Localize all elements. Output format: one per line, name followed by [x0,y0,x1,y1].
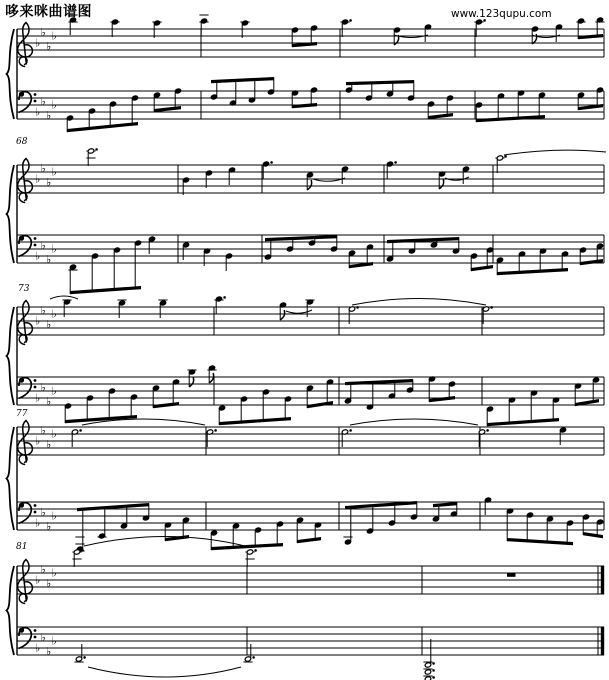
svg-text:♭: ♭ [46,645,52,658]
svg-text:77: 77 [16,409,28,419]
svg-text:♭: ♭ [51,384,57,398]
svg-text:♭: ♭ [40,506,46,519]
svg-text:♭: ♭ [35,172,41,186]
svg-text:68: 68 [16,137,28,147]
svg-text:♭: ♭ [40,631,46,644]
svg-text:♭: ♭ [51,307,57,321]
svg-text:♭: ♭ [51,427,57,441]
svg-text:♭: ♭ [51,634,57,648]
svg-text:♭: ♭ [51,242,57,256]
svg-text:♭: ♭ [51,98,57,112]
svg-text:♭: ♭ [35,249,41,263]
svg-text:81: 81 [16,542,28,552]
svg-text:♭: ♭ [46,395,52,408]
svg-text:♭: ♭ [40,563,46,576]
svg-text:♭: ♭ [46,318,52,331]
svg-text:♭: ♭ [40,162,46,175]
svg-text:♭: ♭ [46,109,52,122]
svg-text:♭: ♭ [35,573,41,587]
svg-text:♭: ♭ [35,434,41,448]
svg-text:♭: ♭ [46,520,52,533]
svg-text:♭: ♭ [40,95,46,108]
svg-text:♭: ♭ [51,566,57,580]
svg-text:♭: ♭ [35,314,41,328]
svg-text:♭: ♭ [40,381,46,394]
svg-text:♭: ♭ [35,391,41,405]
svg-text:♭: ♭ [40,239,46,252]
page-title: 哆来咪曲谱图 [5,4,92,20]
svg-text:♭: ♭ [35,36,41,50]
svg-text:♭: ♭ [51,165,57,179]
watermark-url: www.123qupu.com [451,8,552,20]
svg-text:♭: ♭ [35,105,41,119]
svg-text:♭: ♭ [40,304,46,317]
svg-text:♭: ♭ [40,26,46,39]
svg-text:♭: ♭ [35,516,41,530]
svg-text:♭: ♭ [46,438,52,451]
svg-text:♭: ♭ [46,253,52,266]
svg-text:♭: ♭ [46,40,52,53]
svg-text:♭: ♭ [35,641,41,655]
svg-text:♭: ♭ [51,29,57,43]
svg-text:♭: ♭ [46,176,52,189]
svg-text:73: 73 [18,284,30,294]
svg-text:♭: ♭ [46,577,52,590]
svg-text:♭: ♭ [40,424,46,437]
svg-text:♭: ♭ [51,509,57,523]
